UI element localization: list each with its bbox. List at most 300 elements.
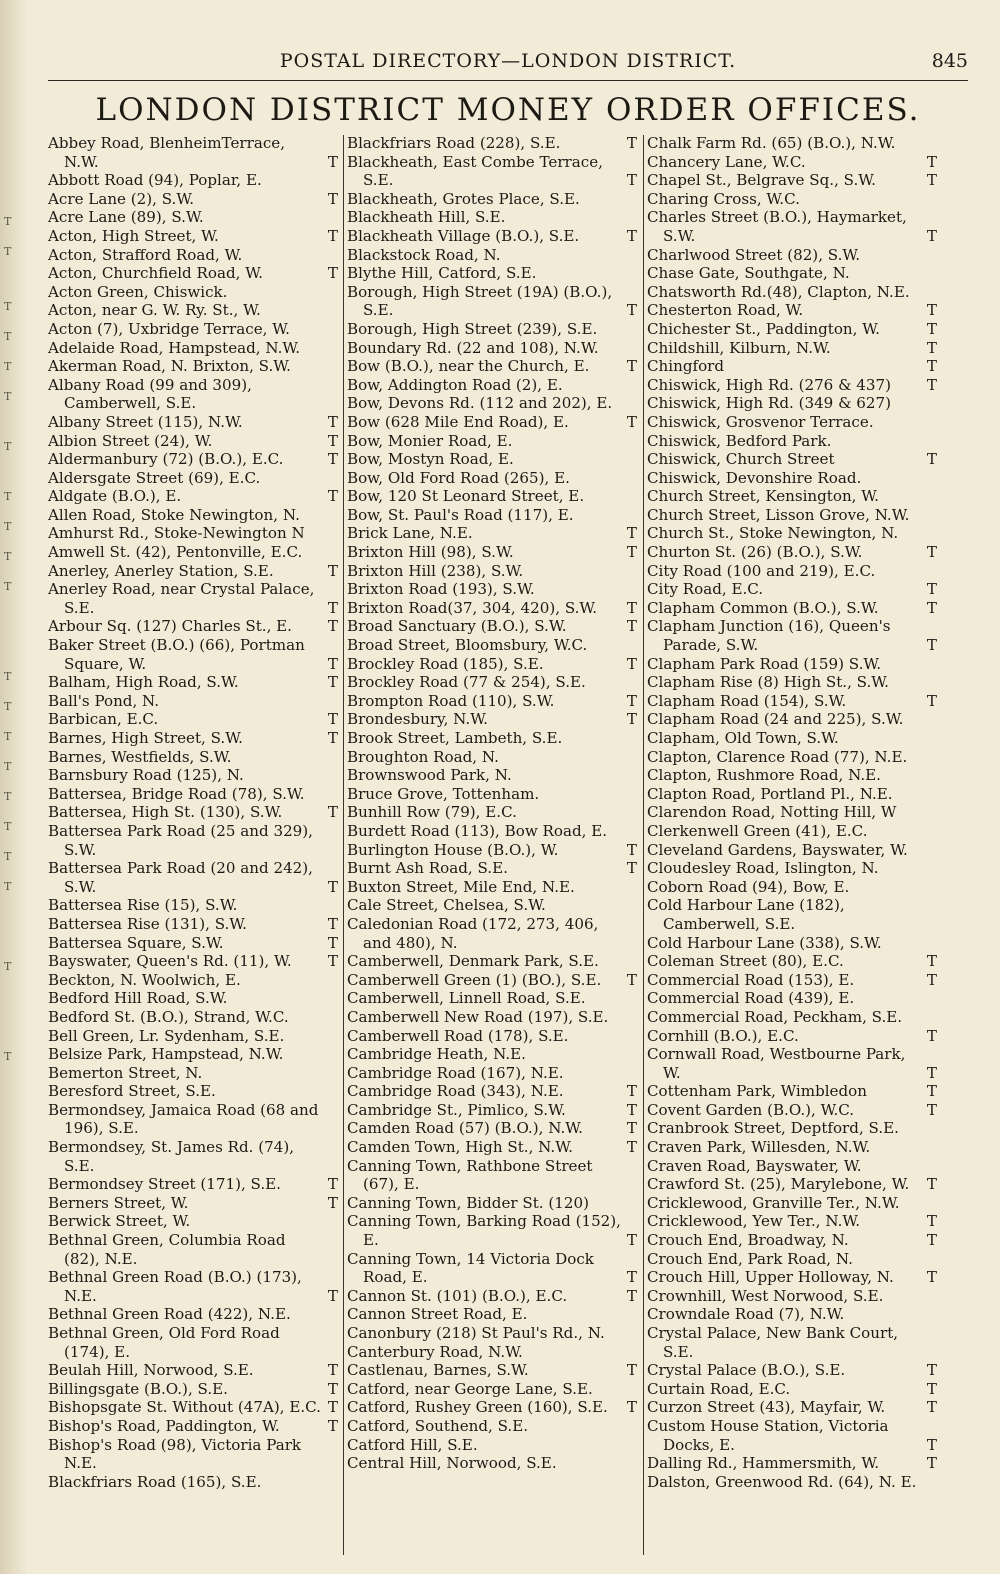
office-name: Bell Green, Lr. Sydenham, S.E. <box>48 1026 285 1045</box>
directory-entry <box>347 1194 637 1213</box>
office-name: Arbour Sq. (127) Charles St., E. <box>48 617 292 636</box>
telegraph-mark: T <box>926 171 937 190</box>
directory-entry <box>347 729 637 748</box>
column-divider-2 <box>643 135 644 1555</box>
directory-entry <box>647 469 937 488</box>
telegraph-mark: T <box>327 1193 338 1212</box>
telegraph-mark: T <box>626 1268 637 1287</box>
telegraph-mark: T <box>327 431 338 450</box>
office-name: Cannon St. (101) (B.O.), E.C. <box>347 1286 568 1305</box>
office-name: Catford, Southend, S.E. <box>347 1416 529 1435</box>
directory-entry <box>347 413 637 432</box>
office-name: Anerley Road, near Crystal Palace, S.E. <box>48 580 315 617</box>
office-name: Charles Street (B.O.), Haymarket, S.W. <box>647 208 907 245</box>
office-name: Chingford <box>647 357 725 376</box>
office-name: Berwick Street, W. <box>48 1212 191 1231</box>
directory-entry <box>347 1343 637 1362</box>
column-2 <box>347 134 637 1473</box>
directory-entry <box>647 394 937 413</box>
office-name: Baker Street (B.O.) (66), Portman Square, W. <box>48 636 305 673</box>
directory-entry <box>347 748 637 767</box>
office-name: Battersea Rise (15), S.W. <box>48 896 238 915</box>
office-name: Cold Harbour Lane (182), Camberwell, S.E. <box>647 896 845 933</box>
directory-entry <box>347 1436 637 1455</box>
directory-entry <box>48 1324 338 1361</box>
office-name: Borough, High Street (239), S.E. <box>347 319 598 338</box>
office-name: Beckton, N. Woolwich, E. <box>48 970 241 989</box>
office-name: Acton, Strafford Road, W. <box>48 245 243 264</box>
directory-entry <box>647 1324 937 1361</box>
directory-entry <box>48 785 338 804</box>
telegraph-mark: T <box>327 152 338 171</box>
directory-entry <box>347 190 637 209</box>
office-name: Barnes, Westfields, S.W. <box>48 747 232 766</box>
directory-entry <box>347 487 637 506</box>
telegraph-mark: T <box>626 598 637 617</box>
directory-entry <box>347 878 637 897</box>
directory-entry <box>647 766 937 785</box>
office-name: Cloudesley Road, Islington, N. <box>647 859 879 878</box>
directory-entry <box>48 692 338 711</box>
margin-mark: T <box>4 490 12 503</box>
directory-entry <box>347 153 637 190</box>
directory-entry <box>647 1119 937 1138</box>
directory-entry <box>647 617 937 654</box>
directory-entry <box>647 153 937 172</box>
telegraph-mark: T <box>626 654 637 673</box>
directory-entry <box>647 450 937 469</box>
office-name: Albion Street (24), W. <box>48 431 213 450</box>
directory-entry <box>347 617 637 636</box>
directory-entry <box>48 915 338 934</box>
office-name: Brixton Road (193), S.W. <box>347 580 535 599</box>
office-name: Bunhill Row (79), E.C. <box>347 803 517 822</box>
directory-entry <box>347 376 637 395</box>
directory-entry <box>48 822 338 859</box>
directory-entry <box>48 506 338 525</box>
office-name: Blackheath, East Combe Terrace, S.E. <box>347 152 603 190</box>
directory-entry <box>48 1212 338 1231</box>
telegraph-mark: T <box>327 598 338 617</box>
office-name: Battersea Park Road (25 and 329), S.W. <box>48 821 313 859</box>
office-name: Crouch End, Park Road, N. <box>647 1249 853 1268</box>
telegraph-mark: T <box>926 1361 937 1380</box>
directory-entry <box>48 1380 338 1399</box>
directory-entry <box>48 580 338 617</box>
directory-entry <box>347 1380 637 1399</box>
office-name: Camberwell New Road (197), S.E. <box>347 1007 609 1026</box>
directory-entry <box>647 1175 937 1194</box>
directory-entry <box>347 655 637 674</box>
directory-entry <box>48 617 338 636</box>
office-name: Church St., Stoke Newington, N. <box>647 524 899 543</box>
office-name: Chase Gate, Southgate, N. <box>647 264 850 283</box>
office-name: Burlington House (B.O.), W. <box>347 840 559 859</box>
office-name: Clapham Common (B.O.), S.W. <box>647 598 879 617</box>
directory-entry <box>347 692 637 711</box>
telegraph-mark: T <box>327 803 338 822</box>
directory-entry <box>647 1082 937 1101</box>
office-name: Belsize Park, Hampstead, N.W. <box>48 1045 284 1064</box>
office-name: Bow, Devons Rd. (112 and 202), E. <box>347 394 613 413</box>
directory-entry <box>647 543 937 562</box>
office-name: Catford Hill, S.E. <box>347 1435 478 1454</box>
directory-entry <box>347 1324 637 1343</box>
telegraph-mark: T <box>926 226 937 245</box>
office-name: Cambridge Road (167), N.E. <box>347 1063 564 1082</box>
office-name: Coleman Street (80), E.C. <box>647 952 844 971</box>
office-name: Clapham Road (24 and 225), S.W. <box>647 710 904 729</box>
office-name: Bermondsey, Jamaica Road (68 and 196), S.E. <box>48 1100 319 1138</box>
directory-entry <box>347 1157 637 1194</box>
directory-entry <box>647 785 937 804</box>
telegraph-mark: T <box>327 1361 338 1380</box>
directory-entry <box>647 1473 937 1492</box>
office-name: Chiswick, Grosvenor Terrace. <box>647 412 874 431</box>
office-name: Chiswick, Church Street <box>647 450 835 469</box>
office-name: Balham, High Road, S.W. <box>48 673 239 692</box>
directory-entry <box>347 339 637 358</box>
office-name: Albany Road (99 and 309), Camberwell, S.E. <box>48 375 252 413</box>
directory-entry <box>48 896 338 915</box>
office-name: Craven Road, Bayswater, W. <box>647 1156 862 1175</box>
telegraph-mark: T <box>327 189 338 208</box>
office-name: Acre Lane (89), S.W. <box>48 208 204 227</box>
directory-entry <box>647 339 937 358</box>
column-1 <box>48 134 338 1491</box>
telegraph-mark: T <box>926 1100 937 1119</box>
directory-entry <box>347 1212 637 1249</box>
office-name: Chichester St., Paddington, W. <box>647 319 880 338</box>
page-title: LONDON DISTRICT MONEY ORDER OFFICES. <box>95 92 921 128</box>
telegraph-mark: T <box>626 840 637 859</box>
telegraph-mark: T <box>626 543 637 562</box>
directory-entry <box>48 227 338 246</box>
office-name: Billingsgate (B.O.), S.E. <box>48 1379 228 1398</box>
office-name: Covent Garden (B.O.), W.C. <box>647 1100 855 1119</box>
office-name: Abbey Road, BlenheimTerrace, N.W. <box>48 134 285 171</box>
directory-entry <box>347 1119 637 1138</box>
office-name: Clapham Rise (8) High St., S.W. <box>647 673 889 692</box>
directory-entry <box>48 487 338 506</box>
directory-entry <box>347 524 637 543</box>
office-name: Battersea Square, S.W. <box>48 933 224 952</box>
office-name: Clapham Junction (16), Queen's Parade, S.W. <box>647 617 891 655</box>
office-name: Brownswood Park, N. <box>347 766 512 785</box>
directory-entry <box>647 729 937 748</box>
directory-entry <box>48 934 338 953</box>
office-name: Charlwood Street (82), S.W. <box>647 245 861 264</box>
directory-entry <box>48 134 338 171</box>
directory-entry <box>48 339 338 358</box>
margin-mark: T <box>4 245 12 258</box>
office-name: Canterbury Road, N.W. <box>347 1342 523 1361</box>
margin-mark: T <box>4 700 12 713</box>
office-name: Beresford Street, S.E. <box>48 1082 216 1101</box>
telegraph-mark: T <box>626 970 637 989</box>
office-name: Battersea, Bridge Road (78), S.W. <box>48 784 305 803</box>
directory-entry <box>647 1361 937 1380</box>
office-name: Battersea, High St. (130), S.W. <box>48 803 283 822</box>
directory-entry <box>647 1231 937 1250</box>
directory-entry <box>647 1045 937 1082</box>
directory-entry <box>48 264 338 283</box>
telegraph-mark: T <box>926 1435 937 1454</box>
directory-entry <box>647 283 937 302</box>
telegraph-mark: T <box>626 171 637 190</box>
telegraph-mark: T <box>327 1416 338 1435</box>
directory-entry <box>347 1138 637 1157</box>
office-name: Anerley, Anerley Station, S.E. <box>48 561 274 580</box>
office-name: Brompton Road (110), S.W. <box>347 691 555 710</box>
telegraph-mark: T <box>926 1026 937 1045</box>
office-name: Crouch End, Broadway, N. <box>647 1231 849 1250</box>
office-name: Albany Street (115), N.W. <box>48 412 243 431</box>
directory-entry <box>48 1305 338 1324</box>
office-name: Aldgate (B.O.), E. <box>48 487 182 506</box>
directory-entry <box>647 301 937 320</box>
telegraph-mark: T <box>327 877 338 896</box>
telegraph-mark: T <box>926 1454 937 1473</box>
directory-entry <box>647 171 937 190</box>
directory-entry <box>647 1454 937 1473</box>
directory-entry <box>347 1101 637 1120</box>
margin-mark: T <box>4 820 12 833</box>
office-name: Aldermanbury (72) (B.O.), E.C. <box>48 450 284 469</box>
office-name: Canonbury (218) St Paul's Rd., N. <box>347 1324 605 1342</box>
directory-entry <box>48 450 338 469</box>
office-name: Bow, Addington Road (2), E. <box>347 375 563 394</box>
directory-entry <box>48 1473 338 1492</box>
office-name: Borough, High Street (19A) (B.O.), S.E. <box>347 282 613 320</box>
telegraph-mark: T <box>626 1100 637 1119</box>
margin-mark: T <box>4 550 12 563</box>
column-divider-1 <box>343 135 344 1555</box>
directory-entry <box>48 171 338 190</box>
telegraph-mark: T <box>327 933 338 952</box>
office-name: Acton, High Street, W. <box>48 226 219 245</box>
office-name: Chiswick, High Rd. (276 & 437) <box>647 375 892 394</box>
directory-entry <box>48 432 338 451</box>
office-name: Crystal Palace (B.O.), S.E. <box>647 1361 846 1380</box>
directory-entry <box>647 1305 937 1324</box>
directory-entry <box>647 859 937 878</box>
office-name: Church Street, Kensington, W. <box>647 487 879 506</box>
office-name: Chiswick, Devonshire Road. <box>647 468 862 487</box>
directory-entry <box>347 357 637 376</box>
directory-entry <box>347 432 637 451</box>
telegraph-mark: T <box>926 1231 937 1250</box>
directory-entry <box>647 822 937 841</box>
directory-entry <box>347 208 637 227</box>
office-name: Acton, near G. W. Ry. St., W. <box>48 301 261 320</box>
margin-mark: T <box>4 960 12 973</box>
directory-entry <box>48 413 338 432</box>
telegraph-mark: T <box>926 450 937 469</box>
directory-entry <box>48 803 338 822</box>
office-name: Cranbrook Street, Deptford, S.E. <box>647 1119 899 1138</box>
office-name: Bow, Mostyn Road, E. <box>347 450 514 469</box>
office-name: Chalk Farm Rd. (65) (B.O.), N.W. <box>647 134 896 152</box>
directory-entry <box>347 952 637 971</box>
directory-entry <box>347 915 637 952</box>
page-number: 845 <box>931 50 968 72</box>
directory-entry <box>48 283 338 302</box>
office-name: Camberwell, Linnell Road, S.E. <box>347 989 586 1008</box>
directory-entry <box>48 1268 338 1305</box>
directory-entry <box>647 134 937 153</box>
margin-mark: T <box>4 440 12 453</box>
directory-entry <box>647 971 937 990</box>
office-name: Canning Town, Barking Road (152), E. <box>347 1212 621 1250</box>
office-name: Boundary Rd. (22 and 108), N.W. <box>347 338 599 357</box>
office-name: Childshill, Kilburn, N.W. <box>647 338 831 357</box>
telegraph-mark: T <box>626 1286 637 1305</box>
office-name: Bethnal Green, Columbia Road (82), N.E. <box>48 1231 286 1268</box>
directory-entry <box>647 692 937 711</box>
telegraph-mark: T <box>626 1082 637 1101</box>
directory-entry <box>347 1305 637 1324</box>
office-name: Bow, 120 St Leonard Street, E. <box>347 487 585 506</box>
directory-entry <box>48 1436 338 1473</box>
office-name: Camberwell Green (1) (BO.), S.E. <box>347 970 602 989</box>
office-name: Canning Town, 14 Victoria Dock Road, E. <box>347 1249 594 1287</box>
directory-entry <box>48 320 338 339</box>
office-name: Bishop's Road (98), Victoria Park N.E. <box>48 1435 302 1473</box>
directory-entry <box>647 952 937 971</box>
office-name: Bethnal Green Road (B.O.) (173), N.E. <box>48 1268 302 1305</box>
directory-entry <box>647 1138 937 1157</box>
office-name: Bethnal Green, Old Ford Road (174), E. <box>48 1324 280 1361</box>
directory-entry <box>48 524 338 543</box>
directory-entry <box>347 599 637 618</box>
telegraph-mark: T <box>327 673 338 692</box>
office-name: Bishop's Road, Paddington, W. <box>48 1416 280 1435</box>
office-name: Crowndale Road (7), N.W. <box>647 1305 845 1324</box>
telegraph-mark: T <box>926 1063 937 1082</box>
directory-entry <box>48 562 338 581</box>
directory-entry <box>347 1454 637 1473</box>
office-name: Chancery Lane, W.C. <box>647 152 806 171</box>
office-name: Brook Street, Lambeth, S.E. <box>347 729 563 747</box>
office-name: Dalling Rd., Hammersmith, W. <box>647 1454 880 1473</box>
directory-entry <box>48 1398 338 1417</box>
margin-mark: T <box>4 215 12 228</box>
directory-entry <box>48 1064 338 1083</box>
office-name: Bruce Grove, Tottenham. <box>347 784 540 803</box>
office-name: Charing Cross, W.C. <box>647 189 800 208</box>
office-name: Clapton, Clarence Road (77), N.E. <box>647 747 908 766</box>
margin-mark: T <box>4 300 12 313</box>
directory-entry <box>347 506 637 525</box>
running-head <box>48 50 968 80</box>
office-name: Bow, Monier Road, E. <box>347 431 513 450</box>
office-name: Brockley Road (185), S.E. <box>347 654 544 673</box>
directory-entry <box>48 1417 338 1436</box>
office-name: Acton Green, Chiswick. <box>48 282 228 301</box>
telegraph-mark: T <box>626 1398 637 1417</box>
telegraph-mark: T <box>626 859 637 878</box>
office-name: Buxton Street, Mile End, N.E. <box>347 877 575 896</box>
telegraph-mark: T <box>327 1379 338 1398</box>
telegraph-mark: T <box>626 1138 637 1157</box>
office-name: Cambridge St., Pimlico, S.W. <box>347 1100 566 1119</box>
directory-entry <box>647 1287 937 1306</box>
directory-entry <box>347 1082 637 1101</box>
directory-entry <box>347 710 637 729</box>
directory-entry <box>647 989 937 1008</box>
office-name: Castlenau, Barnes, S.W. <box>347 1361 529 1380</box>
directory-entry <box>647 1157 937 1176</box>
office-name: Camden Road (57) (B.O.), N.W. <box>347 1119 583 1138</box>
office-name: Bow, Old Ford Road (265), E. <box>347 468 570 487</box>
directory-entry <box>647 1212 937 1231</box>
directory-entry <box>347 1361 637 1380</box>
directory-entry <box>48 1138 338 1175</box>
telegraph-mark: T <box>626 524 637 543</box>
directory-entry <box>647 896 937 933</box>
directory-entry <box>647 487 937 506</box>
telegraph-mark: T <box>926 543 937 562</box>
telegraph-mark: T <box>926 691 937 710</box>
telegraph-mark: T <box>926 319 937 338</box>
office-name: Crouch Hill, Upper Holloway, N. <box>647 1268 894 1287</box>
office-name: Catford, near George Lane, S.E. <box>347 1379 593 1398</box>
telegraph-mark: T <box>926 1268 937 1287</box>
directory-entry <box>347 1045 637 1064</box>
directory-entry <box>48 1045 338 1064</box>
directory-entry <box>48 543 338 562</box>
margin-mark: T <box>4 330 12 343</box>
directory-entry <box>647 1008 937 1027</box>
directory-entry <box>347 134 637 153</box>
office-name: Aldersgate Street (69), E.C. <box>48 468 261 487</box>
directory-entry <box>48 1231 338 1268</box>
office-name: Clarendon Road, Notting Hill, W <box>647 803 897 822</box>
directory-entry <box>647 1250 937 1269</box>
office-name: Caledonian Road (172, 273, 406, and 480), N. <box>347 914 599 952</box>
office-name: Commercial Road (439), E. <box>647 989 855 1008</box>
directory-entry <box>48 729 338 748</box>
office-name: Chesterton Road, W. <box>647 301 804 320</box>
telegraph-mark: T <box>327 1175 338 1194</box>
office-name: Clapton Road, Portland Pl., N.E. <box>647 784 893 803</box>
office-name: Cold Harbour Lane (338), S.W. <box>647 933 882 952</box>
directory-entry <box>48 1082 338 1101</box>
office-name: Dalston, Greenwood Rd. (64), N. E. <box>647 1472 917 1491</box>
office-name: Clapham Road (154), S.W. <box>647 691 847 710</box>
telegraph-mark: T <box>626 357 637 376</box>
office-name: Acre Lane (2), S.W. <box>48 189 195 208</box>
page-gutter-edge <box>0 0 28 1574</box>
margin-mark: T <box>4 390 12 403</box>
telegraph-mark: T <box>626 1231 637 1250</box>
office-name: Blackheath Hill, S.E. <box>347 208 506 227</box>
directory-entry <box>48 469 338 488</box>
telegraph-mark: T <box>327 952 338 971</box>
directory-entry <box>647 878 937 897</box>
telegraph-mark: T <box>926 636 937 655</box>
office-name: Camden Town, High St., N.W. <box>347 1138 573 1157</box>
telegraph-mark: T <box>327 1286 338 1305</box>
directory-entry <box>347 1287 637 1306</box>
office-name: Amwell St. (42), Pentonville, E.C. <box>48 543 303 562</box>
directory-entry <box>647 524 937 543</box>
directory-entry <box>347 822 637 841</box>
office-name: Catford, Rushey Green (160), S.E. <box>347 1398 608 1417</box>
header-rule <box>48 80 968 81</box>
directory-entry <box>347 859 637 878</box>
